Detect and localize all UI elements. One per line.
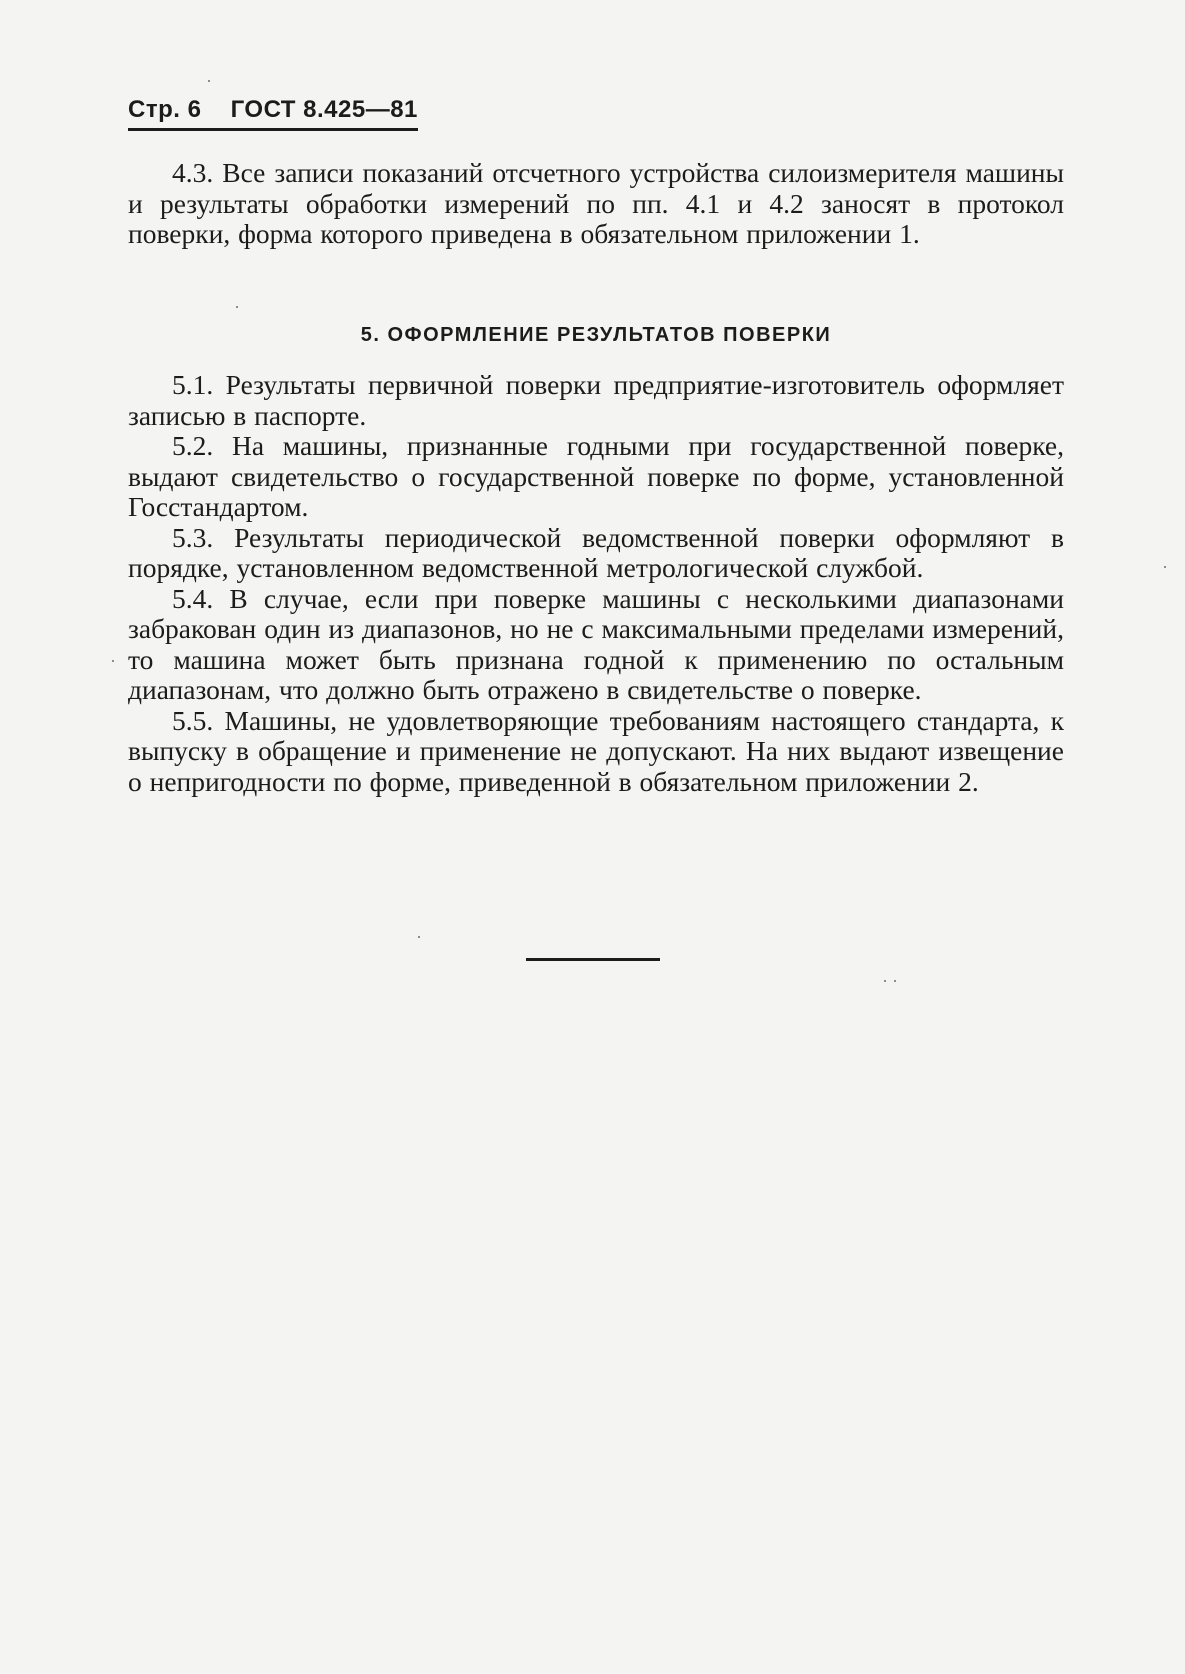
paragraph-5-5: 5.5. Машины, не удовлетворяющие требованиям настоящего стандарта, к выпуску в обращение и применение не допускают. На них выдают извещение о непригодности по форме, приведенной в обязательном приложении 2. [128, 704, 1064, 797]
scan-speck [894, 980, 896, 982]
scan-speck [884, 980, 886, 982]
paragraph-5-4: 5.4. В случае, если при поверке машины с несколькими диапазонами забракован один из диапазонов, но не с максимальными пределами измерений, то машина может быть признана годной к применению по остальным диапазонам, что должно быть отражено в свидетельстве о поверке. [128, 582, 1064, 705]
page-number-label: Стр. 6 [128, 96, 202, 123]
scan-speck [418, 936, 420, 938]
section-5-title: 5. ОФОРМЛЕНИЕ РЕЗУЛЬТАТОВ ПОВЕРКИ [360, 324, 832, 346]
paragraph-4-3: 4.3. Все записи показаний отсчетного устройства силоизмерителя машины и результаты обработки измерений по пп. 4.1 и 4.2 заносят в протокол поверки, форма которого приведена в обязательном приложении 1. [128, 157, 1064, 249]
end-of-text-rule [526, 958, 660, 961]
paragraph-block-5 [128, 370, 1064, 797]
paragraph-block-4 [128, 158, 1064, 250]
scan-speck [112, 660, 114, 662]
paragraph-5-2: 5.2. На машины, признанные годными при государственной поверке, выдают свидетельство о государственной поверке по форме, установленной Госстандартом. [128, 430, 1064, 522]
scan-speck [1164, 566, 1166, 568]
scan-speck [236, 306, 238, 308]
paragraph-5-3: 5.3. Результаты периодической ведомственной поверки оформляют в порядке, установленном ведомственной метрологической службой. [128, 521, 1064, 583]
page-header [128, 96, 418, 131]
scan-speck [208, 80, 210, 82]
paragraph-5-1: 5.1. Результаты первичной поверки предприятие-изготовитель оформляет записью в паспорте. [128, 369, 1064, 431]
document-code: ГОСТ 8.425—81 [230, 96, 418, 123]
